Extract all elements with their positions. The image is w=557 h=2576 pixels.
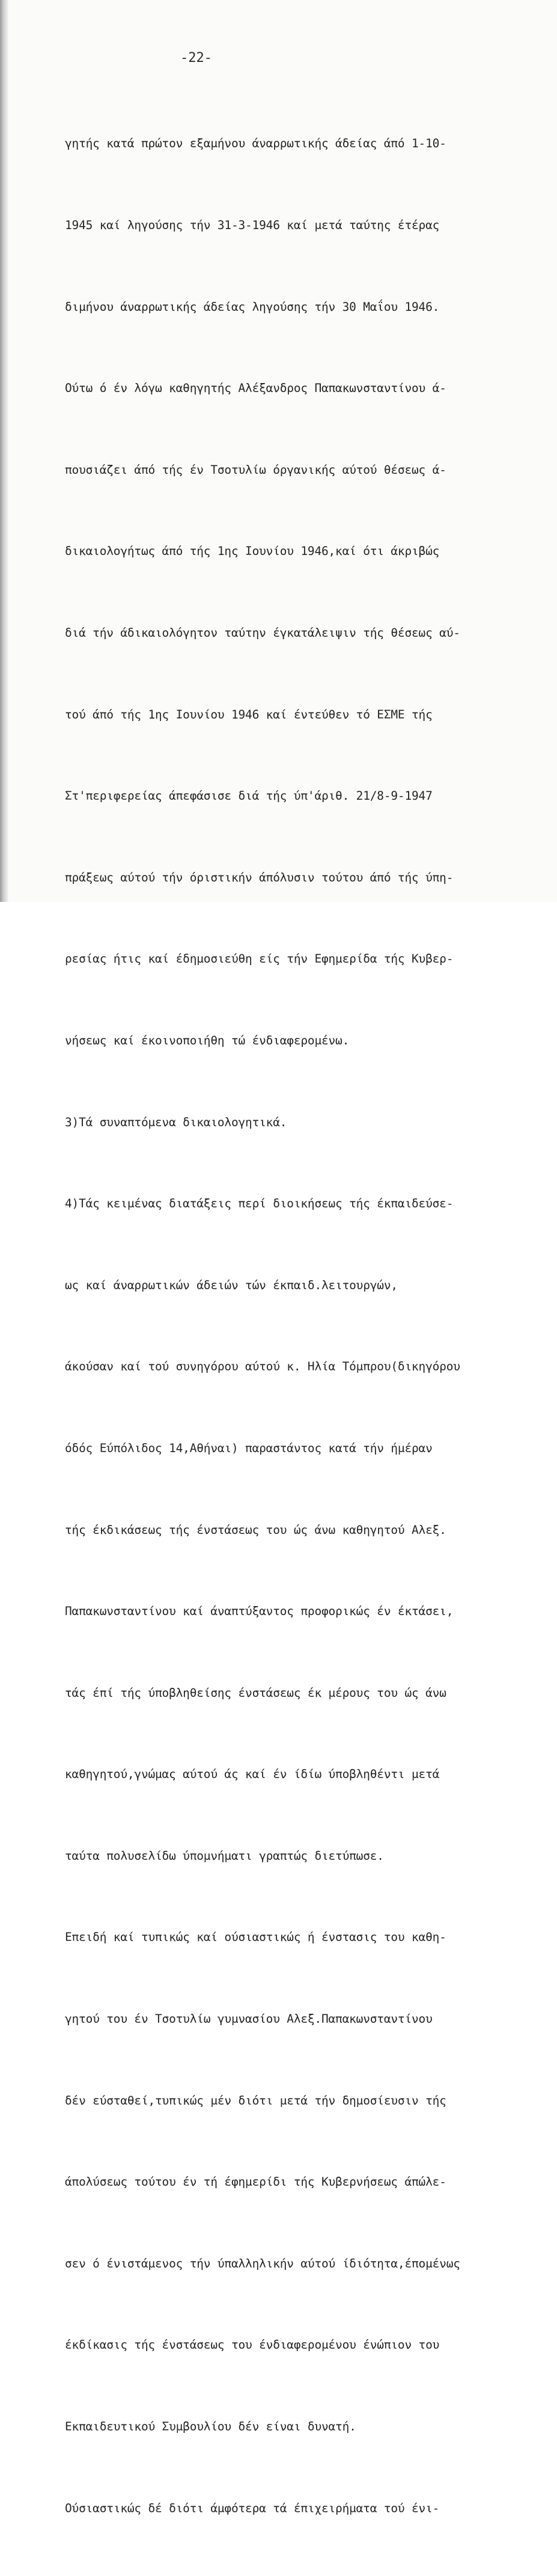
text-line: Επειδή καί τυπικώς καί ούσιαστικώς ή ένστασις του καθη-	[65, 1930, 446, 1945]
text-line: τού άπό τής 1ης Ιουνίου 1946 καί έντεύθεν τό ΕΣΜΕ τής	[65, 707, 433, 722]
text-line: 1945 καί ληγούσης τήν 31-3-1946 καί μετά ταύτης έτέρας	[65, 218, 440, 232]
text-line: 4)Τάς κειμένας διατάξεις περί διοικήσεως τής έκπαιδεύσε-	[65, 1197, 454, 1211]
text-line: έκδίκασις τής ένστάσεως του ένδιαφερομένου ένώπιον του	[65, 2338, 440, 2352]
text-line: ρεσίας ήτις καί έδημοσιεύθη είς τήν Εφημερίδα τής Κυβερ-	[65, 952, 454, 966]
text-line: Παπακωνσταντίνου καί άναπτύξαντος προφορικώς έν έκτάσει,	[65, 1604, 454, 1619]
text-line: δέν εύσταθεί,τυπικώς μέν διότι μετά τήν δημοσίευσιν τής	[65, 2093, 446, 2108]
text-line: διμήνου άναρρωτικής άδείας ληγούσης τήν 30 Μαΐου 1946.	[65, 299, 440, 314]
scan-binding-shadow	[0, 0, 8, 902]
text-line: νήσεως καί έκοινοποιήθη τώ ένδιαφερομένω.	[65, 1033, 350, 1047]
document-body	[65, 76, 528, 2576]
text-line: σεν ό ένιστάμενος τήν ύπαλληλικήν αύτού ίδιότητα,έπομένως	[65, 2256, 460, 2271]
text-line: ταύτα πολυσελίδω ύπομνήματι γραπτώς διετύπωσε.	[65, 1848, 384, 1863]
text-line: Στ'περιφερείας άπεφάσισε διά τής ύπ'άριθ. 21/8-9-1947	[65, 789, 433, 803]
page-number: -22-	[180, 51, 212, 66]
text-line: γητού του έν Τσοτυλίω γυμνασίου Αλεξ.Παπακωνσταντίνου	[65, 2012, 433, 2026]
text-line: ως καί άναρρωτικών άδειών τών έκπαιδ.λειτουργών,	[65, 1278, 398, 1292]
text-line: άπολύσεως τούτου έν τή έφημερίδι τής Κυβερνήσεως άπώλε-	[65, 2175, 446, 2189]
text-line: 3)Τά συναπτόμενα δικαιολογητικά.	[65, 1115, 287, 1129]
text-line: Ούσιαστικώς δέ διότι άμφότερα τά έπιχειρήματα τού ένι-	[65, 2501, 440, 2515]
text-line: τής έκδικάσεως τής ένστάσεως του ώς άνω καθηγητού Αλεξ.	[65, 1523, 446, 1537]
text-line: γητής κατά πρώτον εξαμήνου άναρρωτικής άδείας άπό 1-10-	[65, 136, 446, 151]
text-line: τάς έπί τής ύποβληθείσης ένστάσεως έκ μέρους του ώς άνω	[65, 1685, 446, 1700]
text-line: Ούτω ό έν λόγω καθηγητής Αλέξανδρος Παπακωνσταντίνου ά-	[65, 381, 446, 396]
text-line: άκούσαν καί τού συνηγόρου αύτού κ. Ηλία Τόμπρου(δικηγόρου	[65, 1360, 460, 1374]
text-line: πράξεως αύτού τήν όριστικήν άπόλυσιν τούτου άπό τής ύπη-	[65, 870, 454, 885]
text-line: δικαιολογήτως άπό τής 1ης Ιουνίου 1946,καί ότι άκριβώς	[65, 544, 440, 559]
text-line: Εκπαιδευτικού Συμβουλίου δέν είναι δυνατή.	[65, 2420, 356, 2434]
text-line: διά τήν άδικαιολόγητον ταύτην έγκατάλειψιν τής θέσεως αύ-	[65, 625, 460, 640]
text-line: καθηγητού,γνώμας αύτού άς καί έν ίδίω ύποβληθέντι μετά	[65, 1767, 440, 1782]
text-line: όδός Εύπόλιδος 14,Αθήναι) παραστάντος κατά τήν ήμέραν	[65, 1441, 433, 1455]
text-line: πουσιάζει άπό τής έν Τσοτυλίω όργανικής αύτού θέσεως ά-	[65, 462, 446, 477]
